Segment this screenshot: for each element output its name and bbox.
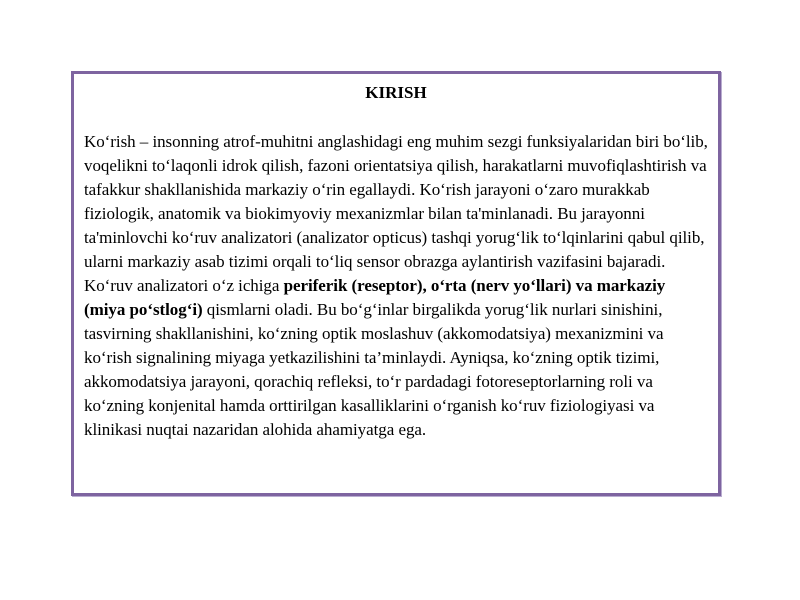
paragraph-bold-text: periferik (reseptor), o‘rta (nerv yo‘llari) va markaziy (miya po‘stlog‘i) bbox=[84, 276, 666, 319]
paragraph-text-start: Ko‘rish – insonning atrof-muhitni anglashidagi eng muhim sezgi funksiyalaridan biri bo‘lib, voqelikni to‘laqonli idrok qilish, fazoni orientatsiya qilish, harakatlarni muvofiqlashtirish va tafakkur shakllanishida markaziy o‘rin egallaydi. Ko‘rish jarayoni o‘zaro murakkab fiziologik, anatomik va biokimyoviy mexanizmlar bilan ta'minlanadi. Bu jarayonni ta'minlovchi ko‘ruv analizatori (analizator opticus) tashqi yorug‘lik to‘lqinlarini qabul qilib, ularni markaziy asab tizimi orqali to‘liq sensor obrazga aylantirish vazifasini bajaradi. Ko‘ruv analizatori o‘z ichiga bbox=[84, 132, 708, 295]
section-title: KIRISH bbox=[365, 83, 427, 102]
document-frame bbox=[71, 71, 721, 496]
intro-paragraph bbox=[84, 130, 708, 442]
paragraph-text-end: qismlarni oladi. Bu bo‘g‘inlar birgalikda yorug‘lik nurlari sinishini, tasvirning shakllanishini, ko‘zning optik moslashuv (akkomodatsiya) mexanizmini va ko‘rish signalining miyaga yetkazilishini ta’minlaydi. Ayniqsa, ko‘zning optik tizimi, akkomodatsiya jarayoni, qorachiq refleksi, to‘r pardadagi fotoreseptorlarning roli va ko‘zning konjenital hamda orttirilgan kasalliklarini o‘rganish ko‘ruv fiziologiyasi va klinikasi nuqtai nazaridan alohida ahamiyatga ega. bbox=[84, 300, 664, 439]
